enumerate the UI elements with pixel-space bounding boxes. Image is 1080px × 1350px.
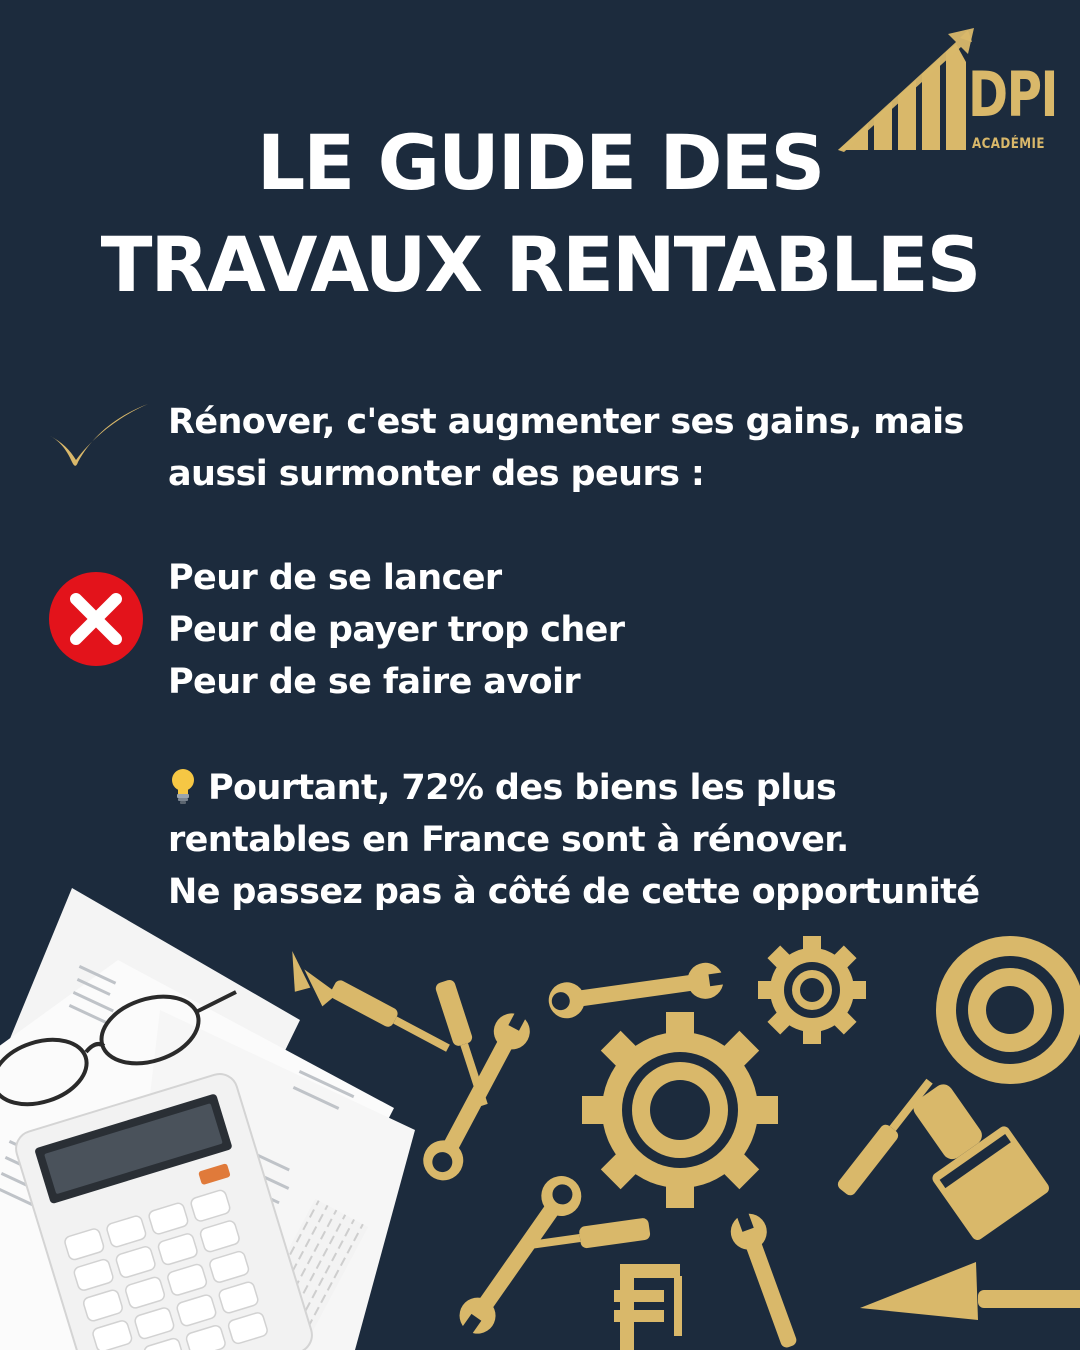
screwdriver-icon [835, 1075, 937, 1198]
title-line-2: TRAVAUX RENTABLES [100, 220, 980, 309]
title-line-1: LE GUIDE DES [256, 118, 824, 207]
screwdriver-icon [285, 949, 311, 992]
gear-icon [936, 936, 1080, 1084]
logo-text: DPI [968, 58, 1057, 131]
screwdriver-icon [328, 978, 452, 1057]
insight-line-3: Ne passez pas à côté de cette opportunité [168, 872, 980, 912]
gear-icon [758, 936, 866, 1044]
bottom-illustration [0, 880, 1080, 1350]
fear-item-1: Peur de se lancer [168, 558, 502, 598]
intro-line-1: Rénover, c'est augmenter ses gains, mais [168, 402, 964, 442]
insight-line-2: rentables en France sont à rénover. [168, 820, 849, 860]
clamp-icon [614, 1264, 682, 1350]
insight-line-1: Pourtant, 72% des biens les plus [208, 768, 837, 808]
intro-line-2: aussi surmonter des peurs : [168, 454, 705, 494]
gear-icon [582, 1012, 778, 1208]
intro-text [168, 396, 964, 500]
paint-brush-icon [890, 1067, 1051, 1243]
checkmark-icon [48, 402, 150, 474]
trowel-icon [860, 1262, 1080, 1320]
red-cross-icon [48, 571, 144, 667]
light-bulb-icon [168, 767, 198, 805]
wrench-icon [725, 1207, 807, 1350]
logo-subtitle: ACADÉMIE [972, 136, 1045, 152]
wrench-icon [450, 1168, 589, 1343]
insight-line-1-row [168, 762, 980, 814]
page-title [0, 112, 1080, 316]
wrench-icon [546, 960, 727, 1020]
fear-item-2: Peur de payer trop cher [168, 610, 625, 650]
fears-list [168, 552, 624, 708]
fear-item-3: Peur de se faire avoir [168, 662, 581, 702]
papers-glasses-calculator-photo [0, 888, 415, 1350]
